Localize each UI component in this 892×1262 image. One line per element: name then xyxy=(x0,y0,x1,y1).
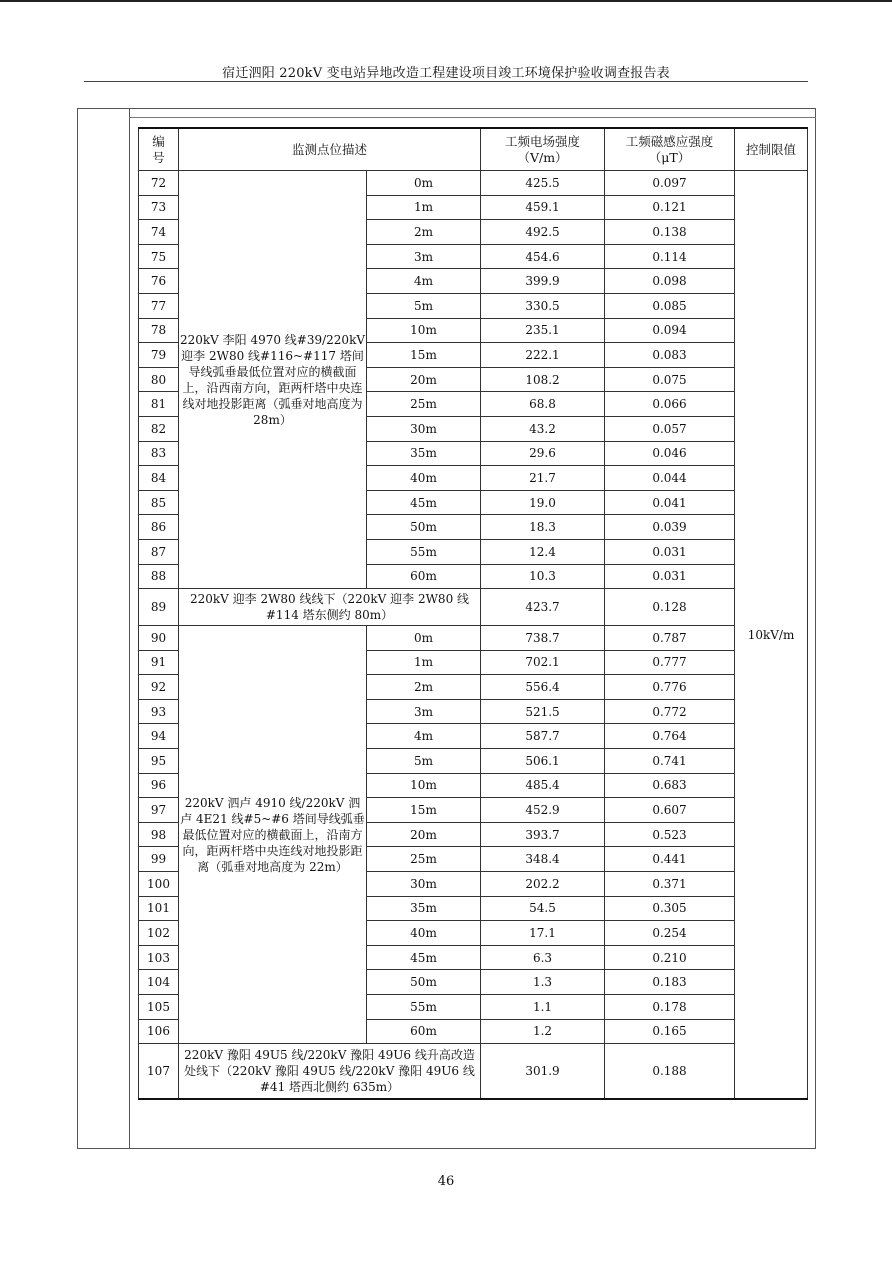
frame-divider xyxy=(129,108,130,1149)
distance-cell: 50m xyxy=(367,515,481,540)
efield-cell: 506.1 xyxy=(481,749,605,774)
efield-cell: 393.7 xyxy=(481,822,605,847)
monitoring-results-table xyxy=(138,127,808,1100)
row-id: 80 xyxy=(139,367,179,392)
row-id: 106 xyxy=(139,1019,179,1044)
mfield-cell: 0.776 xyxy=(605,675,735,700)
efield-cell: 235.1 xyxy=(481,318,605,343)
mfield-cell: 0.371 xyxy=(605,872,735,897)
mfield-cell: 0.085 xyxy=(605,293,735,318)
efield-cell: 485.4 xyxy=(481,773,605,798)
mfield-cell: 0.772 xyxy=(605,699,735,724)
location-description: 220kV 豫阳 49U5 线/220kV 豫阳 49U6 线升高改造处线下（220kV 豫阳 49U5 线/220kV 豫阳 49U6 线#41 塔西北侧约 635m） xyxy=(179,1044,481,1100)
row-id: 84 xyxy=(139,466,179,491)
mfield-cell: 0.777 xyxy=(605,650,735,675)
efield-cell: 330.5 xyxy=(481,293,605,318)
row-id: 98 xyxy=(139,822,179,847)
efield-cell: 68.8 xyxy=(481,392,605,417)
row-id: 76 xyxy=(139,269,179,294)
mfield-cell: 0.121 xyxy=(605,195,735,220)
mfield-cell: 0.188 xyxy=(605,1044,735,1100)
header-rule xyxy=(84,81,808,82)
efield-cell: 29.6 xyxy=(481,441,605,466)
distance-cell: 60m xyxy=(367,1019,481,1044)
mfield-cell: 0.741 xyxy=(605,749,735,774)
mfield-cell: 0.083 xyxy=(605,343,735,368)
distance-cell: 45m xyxy=(367,945,481,970)
efield-cell: 459.1 xyxy=(481,195,605,220)
mfield-cell: 0.254 xyxy=(605,921,735,946)
mfield-cell: 0.114 xyxy=(605,244,735,269)
page-header-title: 宿迁泗阳 220kV 变电站异地改造工程建设项目竣工环境保护验收调查报告表 xyxy=(222,66,670,81)
row-id: 86 xyxy=(139,515,179,540)
distance-cell: 1m xyxy=(367,195,481,220)
location-description: 220kV 李阳 4970 线#39/220kV 迎李 2W80 线#116~#117 塔间导线弧垂最低位置对应的横截面上，沿西南方向，距两杆塔中央连线对地投影距离（弧垂对地高度为 28m） xyxy=(179,171,367,589)
mfield-cell: 0.183 xyxy=(605,970,735,995)
efield-cell: 6.3 xyxy=(481,945,605,970)
row-id: 77 xyxy=(139,293,179,318)
efield-cell: 702.1 xyxy=(481,650,605,675)
mfield-cell: 0.178 xyxy=(605,995,735,1020)
row-id: 75 xyxy=(139,244,179,269)
efield-cell: 301.9 xyxy=(481,1044,605,1100)
distance-cell: 40m xyxy=(367,466,481,491)
mfield-cell: 0.138 xyxy=(605,220,735,245)
row-id: 81 xyxy=(139,392,179,417)
table-row xyxy=(139,589,808,626)
mfield-cell: 0.523 xyxy=(605,822,735,847)
distance-cell: 3m xyxy=(367,699,481,724)
row-id: 90 xyxy=(139,626,179,651)
mfield-cell: 0.031 xyxy=(605,564,735,589)
distance-cell: 0m xyxy=(367,626,481,651)
header-mfield: 工频磁感应强度 （μT） xyxy=(605,128,735,171)
distance-cell: 25m xyxy=(367,847,481,872)
efield-cell: 12.4 xyxy=(481,539,605,564)
header-id: 编 号 xyxy=(139,128,179,171)
row-id: 102 xyxy=(139,921,179,946)
mfield-cell: 0.305 xyxy=(605,896,735,921)
row-id: 79 xyxy=(139,343,179,368)
distance-cell: 50m xyxy=(367,970,481,995)
row-id: 100 xyxy=(139,872,179,897)
row-id: 107 xyxy=(139,1044,179,1100)
table-row xyxy=(139,1044,808,1100)
mfield-cell: 0.039 xyxy=(605,515,735,540)
row-id: 85 xyxy=(139,490,179,515)
row-id: 82 xyxy=(139,416,179,441)
efield-cell: 492.5 xyxy=(481,220,605,245)
row-id: 99 xyxy=(139,847,179,872)
top-border-line xyxy=(0,0,892,2)
row-id: 94 xyxy=(139,724,179,749)
distance-cell: 25m xyxy=(367,392,481,417)
efield-cell: 1.3 xyxy=(481,970,605,995)
row-id: 78 xyxy=(139,318,179,343)
distance-cell: 35m xyxy=(367,896,481,921)
table-body xyxy=(139,171,808,1100)
efield-cell: 399.9 xyxy=(481,269,605,294)
mfield-cell: 0.097 xyxy=(605,171,735,196)
distance-cell: 60m xyxy=(367,564,481,589)
row-id: 73 xyxy=(139,195,179,220)
row-id: 87 xyxy=(139,539,179,564)
efield-cell: 21.7 xyxy=(481,466,605,491)
location-description: 220kV 迎李 2W80 线线下（220kV 迎李 2W80 线#114 塔东侧约 80m） xyxy=(179,589,481,626)
page-number: 46 xyxy=(437,1174,455,1189)
distance-cell: 2m xyxy=(367,675,481,700)
mfield-cell: 0.046 xyxy=(605,441,735,466)
distance-cell: 45m xyxy=(367,490,481,515)
row-id: 97 xyxy=(139,798,179,823)
table-header-row xyxy=(139,128,808,171)
mfield-cell: 0.094 xyxy=(605,318,735,343)
row-id: 103 xyxy=(139,945,179,970)
row-id: 101 xyxy=(139,896,179,921)
distance-cell: 1m xyxy=(367,650,481,675)
efield-cell: 18.3 xyxy=(481,515,605,540)
row-id: 104 xyxy=(139,970,179,995)
mfield-cell: 0.441 xyxy=(605,847,735,872)
row-id: 88 xyxy=(139,564,179,589)
distance-cell: 0m xyxy=(367,171,481,196)
mfield-cell: 0.165 xyxy=(605,1019,735,1044)
distance-cell: 4m xyxy=(367,269,481,294)
distance-cell: 5m xyxy=(367,293,481,318)
distance-cell: 20m xyxy=(367,822,481,847)
mfield-cell: 0.031 xyxy=(605,539,735,564)
frame-inner-top-line xyxy=(129,117,816,118)
efield-cell: 738.7 xyxy=(481,626,605,651)
row-id: 92 xyxy=(139,675,179,700)
mfield-cell: 0.066 xyxy=(605,392,735,417)
mfield-cell: 0.044 xyxy=(605,466,735,491)
efield-cell: 521.5 xyxy=(481,699,605,724)
efield-cell: 454.6 xyxy=(481,244,605,269)
mfield-cell: 0.041 xyxy=(605,490,735,515)
mfield-cell: 0.075 xyxy=(605,367,735,392)
efield-cell: 423.7 xyxy=(481,589,605,626)
efield-cell: 222.1 xyxy=(481,343,605,368)
efield-cell: 19.0 xyxy=(481,490,605,515)
row-id: 96 xyxy=(139,773,179,798)
table-row xyxy=(139,626,808,651)
efield-cell: 425.5 xyxy=(481,171,605,196)
efield-cell: 10.3 xyxy=(481,564,605,589)
distance-cell: 55m xyxy=(367,995,481,1020)
location-description: 220kV 泗卢 4910 线/220kV 泗卢 4E21 线#5~#6 塔间导线弧垂最低位置对应的横截面上，沿南方向，距两杆塔中央连线对地投影距离（弧垂对地高度为 22m） xyxy=(179,626,367,1044)
distance-cell: 3m xyxy=(367,244,481,269)
efield-cell: 587.7 xyxy=(481,724,605,749)
mfield-cell: 0.057 xyxy=(605,416,735,441)
row-id: 89 xyxy=(139,589,179,626)
row-id: 105 xyxy=(139,995,179,1020)
distance-cell: 35m xyxy=(367,441,481,466)
distance-cell: 15m xyxy=(367,798,481,823)
mfield-cell: 0.683 xyxy=(605,773,735,798)
table-row xyxy=(139,171,808,196)
efield-cell: 202.2 xyxy=(481,872,605,897)
efield-cell: 556.4 xyxy=(481,675,605,700)
efield-cell: 452.9 xyxy=(481,798,605,823)
distance-cell: 30m xyxy=(367,872,481,897)
efield-cell: 17.1 xyxy=(481,921,605,946)
efield-cell: 348.4 xyxy=(481,847,605,872)
row-id: 83 xyxy=(139,441,179,466)
header-location: 监测点位描述 xyxy=(179,128,481,171)
distance-cell: 40m xyxy=(367,921,481,946)
mfield-cell: 0.098 xyxy=(605,269,735,294)
limit-value: 10kV/m xyxy=(735,171,808,1100)
mfield-cell: 0.787 xyxy=(605,626,735,651)
mfield-cell: 0.607 xyxy=(605,798,735,823)
mfield-cell: 0.128 xyxy=(605,589,735,626)
efield-cell: 1.2 xyxy=(481,1019,605,1044)
row-id: 74 xyxy=(139,220,179,245)
row-id: 93 xyxy=(139,699,179,724)
distance-cell: 30m xyxy=(367,416,481,441)
mfield-cell: 0.210 xyxy=(605,945,735,970)
efield-cell: 108.2 xyxy=(481,367,605,392)
distance-cell: 20m xyxy=(367,367,481,392)
distance-cell: 15m xyxy=(367,343,481,368)
header-limit: 控制限值 xyxy=(735,128,808,171)
distance-cell: 4m xyxy=(367,724,481,749)
header-efield: 工频电场强度 （V/m） xyxy=(481,128,605,171)
row-id: 95 xyxy=(139,749,179,774)
mfield-cell: 0.764 xyxy=(605,724,735,749)
row-id: 72 xyxy=(139,171,179,196)
distance-cell: 5m xyxy=(367,749,481,774)
efield-cell: 1.1 xyxy=(481,995,605,1020)
row-id: 91 xyxy=(139,650,179,675)
distance-cell: 2m xyxy=(367,220,481,245)
distance-cell: 10m xyxy=(367,773,481,798)
efield-cell: 43.2 xyxy=(481,416,605,441)
distance-cell: 55m xyxy=(367,539,481,564)
distance-cell: 10m xyxy=(367,318,481,343)
efield-cell: 54.5 xyxy=(481,896,605,921)
